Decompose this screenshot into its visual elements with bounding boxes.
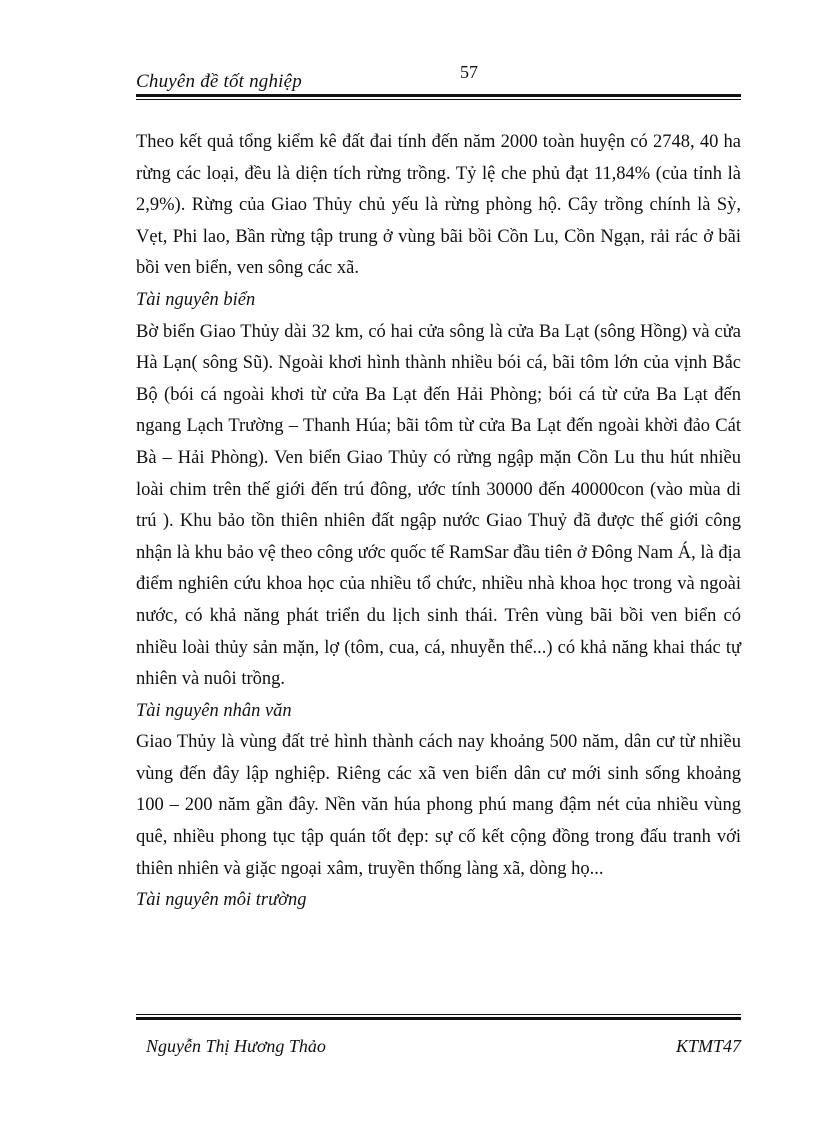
header-rule-thick [136, 94, 741, 97]
paragraph-forest: Theo kết quả tổng kiểm kê đất đai tính đến năm 2000 toàn huyện có 2748, 40 ha rừng các loại, đều là diện tích rừng trồng. Tỷ lệ che phủ đạt 11,84% (của tỉnh là 2,9%). Rừng của Giao Thủy chủ yếu là rừng phòng hộ. Cây trồng chính là Sỳ, Vẹt, Phi lao, Bần rừng tập trung ở vùng bãi bồi Cồn Lu, Cồn Ngạn, rải rác ở bãi bồi ven biển, ven sông các xã. [136, 132, 741, 279]
footer-rule-thin [136, 1014, 741, 1015]
heading-environment-resources: Tài nguyên môi trường [136, 890, 307, 911]
heading-human-resources: Tài nguyên nhân văn [136, 700, 292, 721]
footer-rule-thick [136, 1017, 741, 1020]
page-content [136, 127, 741, 917]
footer-author: Nguyễn Thị Hương Thảo [146, 1036, 326, 1056]
header-rule-thin [136, 99, 741, 100]
header-title: Chuyên đề tốt nghiệp [136, 71, 302, 92]
paragraph-sea: Bờ biển Giao Thủy dài 32 km, có hai cửa sông là cửa Ba Lạt (sông Hồng) và cửa Hà Lạn( sông Sũ). Ngoài khơi hình thành nhiều bói cá, bãi tôm lớn của vịnh Bắc Bộ (bói cá ngoài khơi từ cửa Ba Lạt đến Hải Phòng; bói cá từ cửa Ba Lạt đến ngang Lạch Trường – Thanh Húa; bãi tôm từ cửa Ba Lạt đến ngoài khời đảo Cát Bà – Hải Phòng). Ven biển Giao Thủy có rừng ngập mặn Cồn Lu thu hút nhiều loài chim trên thế giới đến trú đông, ước tính 30000 đến 40000con (vào mùa di trú ). Khu bảo tồn thiên nhiên đất ngập nước Giao Thuỷ đã được thế giới công nhận là khu bảo vệ theo công ước quốc tế RamSar đầu tiên ở Đông Nam Á, là địa điểm nghiên cứu khoa học của nhiều tổ chức, nhiều nhà khoa học trong và ngoài nước, có khả năng phát triển du lịch sinh thái. Trên vùng bãi bồi ven biển có nhiều loài thủy sản mặn, lợ (tôm, cua, cá, nhuyễn thể...) có khả năng khai thác tự nhiên và nuôi trồng. [136, 321, 741, 690]
paragraph-humanity: Giao Thủy là vùng đất trẻ hình thành cách nay khoảng 500 năm, dân cư từ nhiều vùng đến đây lập nghiệp. Riêng các xã ven biển dân cư mới sinh sống khoảng 100 – 200 năm gần đây. Nền văn húa phong phú mang đậm nét của nhiều vùng quê, nhiều phong tục tập quán tốt đẹp: sự cố kết cộng đồng trong đấu tranh với thiên nhiên và giặc ngoại xâm, truyền thống làng xã, dòng họ... [136, 732, 741, 879]
footer-class-code: KTMT47 [675, 1036, 741, 1056]
heading-sea-resources: Tài nguyên biển [136, 289, 256, 310]
page-number: 57 [460, 62, 478, 82]
